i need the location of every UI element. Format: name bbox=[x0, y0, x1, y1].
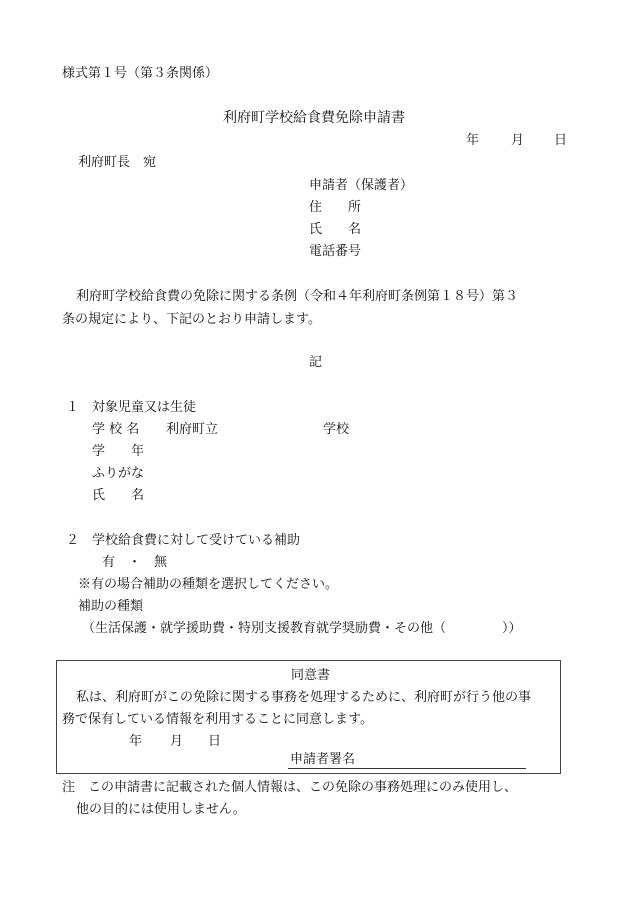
furigana-label: ふりがな bbox=[92, 466, 145, 481]
date-year: 年 bbox=[466, 133, 480, 148]
applicant-heading: 申請者（保護者） bbox=[309, 178, 414, 193]
section2-number: ２ bbox=[66, 533, 80, 548]
applicant-phone-label: 電話番号 bbox=[309, 244, 362, 259]
grade-label: 学 年 bbox=[92, 444, 145, 459]
consent-line2: 務で保有している情報を利用することに同意します。 bbox=[62, 712, 373, 727]
page-title: 利府町学校給食費免除申請書 bbox=[223, 110, 405, 126]
subsidy-types-options[interactable] bbox=[82, 619, 522, 639]
consent-line1: 私は、利府町がこの免除に関する事務を処理するために、利府町が行う他の事 bbox=[76, 690, 532, 705]
footnote-line2: 他の目的には使用しません。 bbox=[76, 802, 246, 817]
consent-month: 月 bbox=[170, 734, 184, 749]
consent-year: 年 bbox=[129, 734, 143, 749]
school-name-label: 学 校 名 bbox=[92, 422, 140, 437]
subsidy-types-text: （生活保護・就学援助費・特別支援教育就学奨励費・その他（ bbox=[82, 621, 447, 636]
applicant-name-label: 氏 名 bbox=[309, 222, 362, 237]
addressee: 利府町長 宛 bbox=[78, 155, 157, 170]
applicant-address-label: 住 所 bbox=[309, 200, 362, 215]
school-prefix: 利府町立 bbox=[166, 422, 219, 437]
school-suffix: 学校 bbox=[323, 422, 350, 437]
form-number: 様式第１号（第３条関係） bbox=[62, 66, 219, 81]
section1-heading: 対象児童又は生徒 bbox=[92, 400, 197, 415]
section1-number: １ bbox=[66, 400, 80, 415]
signature-line[interactable] bbox=[288, 768, 526, 769]
subsidy-types-label: 補助の種類 bbox=[78, 599, 144, 614]
consent-day: 日 bbox=[208, 734, 222, 749]
subsidy-types-close: ）） bbox=[502, 621, 522, 636]
footnote-line1: 注 この申請書に記載された個人情報は、この免除の事務処理にのみ使用し、 bbox=[62, 780, 518, 795]
consent-title: 同意書 bbox=[291, 668, 331, 683]
body-text-line1: 利府町学校給食費の免除に関する条例（令和４年利府町条例第１８号）第３ bbox=[76, 289, 519, 304]
signature-label: 申請者署名 bbox=[290, 752, 356, 767]
subsidy-note: ※有の場合補助の種類を選択してください。 bbox=[78, 577, 339, 592]
yes-no-choice[interactable]: 有 ・ 無 bbox=[102, 555, 168, 570]
date-month: 月 bbox=[511, 133, 525, 148]
section2-heading: 学校給食費に対して受けている補助 bbox=[92, 533, 301, 548]
body-text-line2: 条の規定により、下記のとおり申請します。 bbox=[62, 312, 321, 327]
ki-heading: 記 bbox=[309, 355, 323, 370]
date-day: 日 bbox=[554, 133, 568, 148]
student-name-label: 氏 名 bbox=[92, 488, 145, 503]
